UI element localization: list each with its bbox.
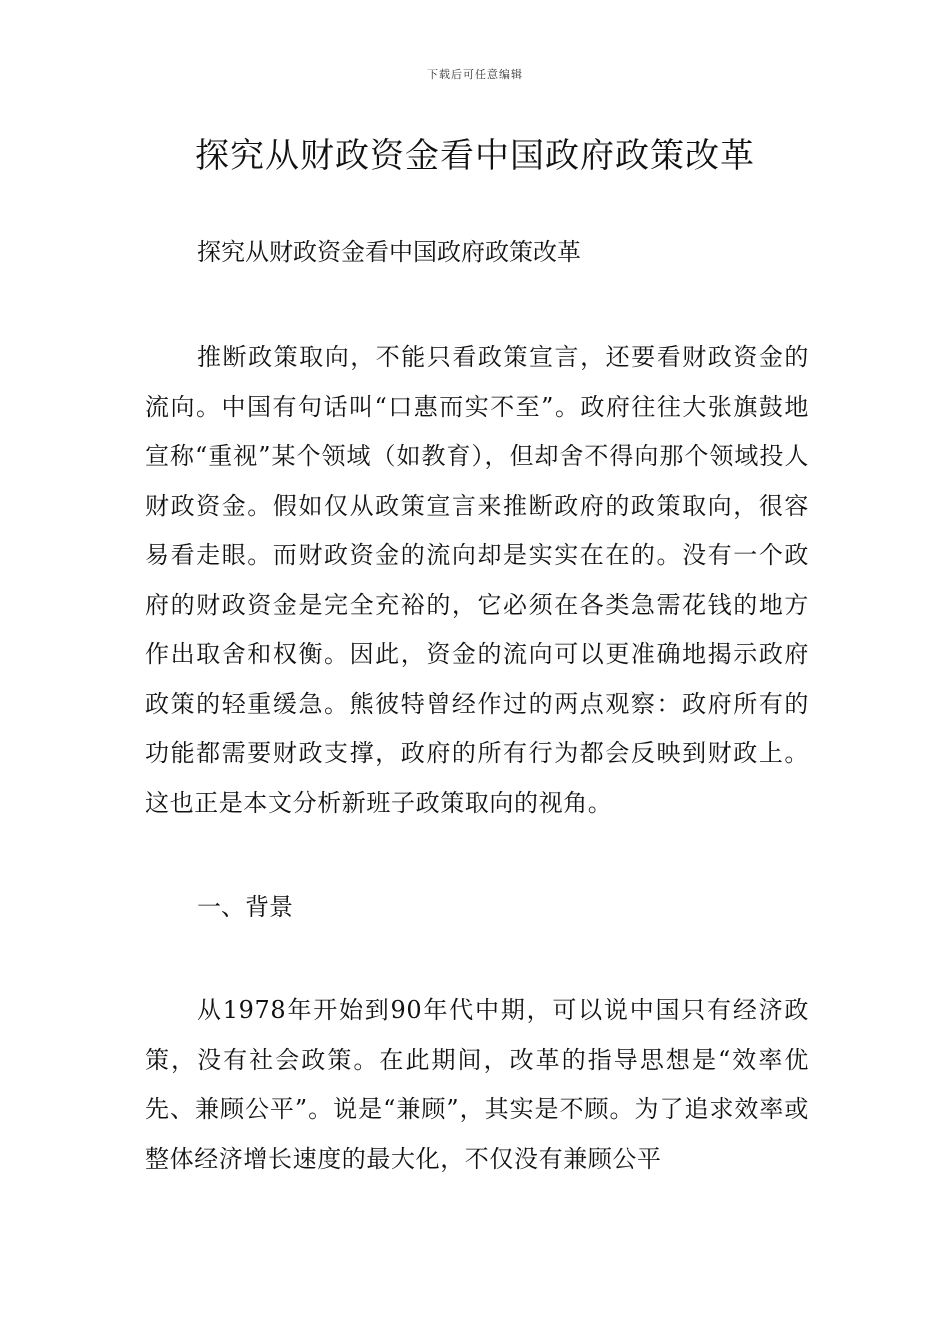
header-note: 下载后可任意编辑 (427, 68, 523, 81)
intro-paragraph: 推断政策取向，不能只看政策宣言，还要看财政资金的流向。中国有句话叫“口惠而实不至”。政府往往大张旗鼓地宣称“重视”某个领域（如教育），但却舍不得向那个领域投人财政资金。假如仅从政策宣言来推断政府的政策取向，很容易看走眼。而财政资金的流向却是实实在在的。没有一个政府的财政资金是完全充裕的，它必须在各类急需花钱的地方作出取舍和权衡。因此，资金的流向可以更准确地揭示政府政策的轻重缓急。熊彼特曾经作过的两点观察：政府所有的功能都需要财政支撑，政府的所有行为都会反映到财政上。这也正是本文分析新班子政策取向的视角。 (145, 343, 809, 817)
section-paragraph: 从1978年开始到90年代中期，可以说中国只有经济政策，没有社会政策。在此期间，改革的指导思想是“效率优先、兼顾公平”。说是“兼顾”，其实是不顾。为了追求效率或整体经济增长速度的最大化，不仅没有兼顾公平 (145, 996, 809, 1173)
document-title: 探究从财政资金看中国政府政策改革 (195, 136, 755, 176)
document-body (145, 228, 809, 1184)
document-subtitle: 探究从财政资金看中国政府政策改革 (197, 238, 581, 266)
spacer (145, 828, 809, 883)
spacer (145, 277, 809, 333)
section-heading: 一、背景 (197, 893, 293, 921)
spacer (145, 932, 809, 986)
